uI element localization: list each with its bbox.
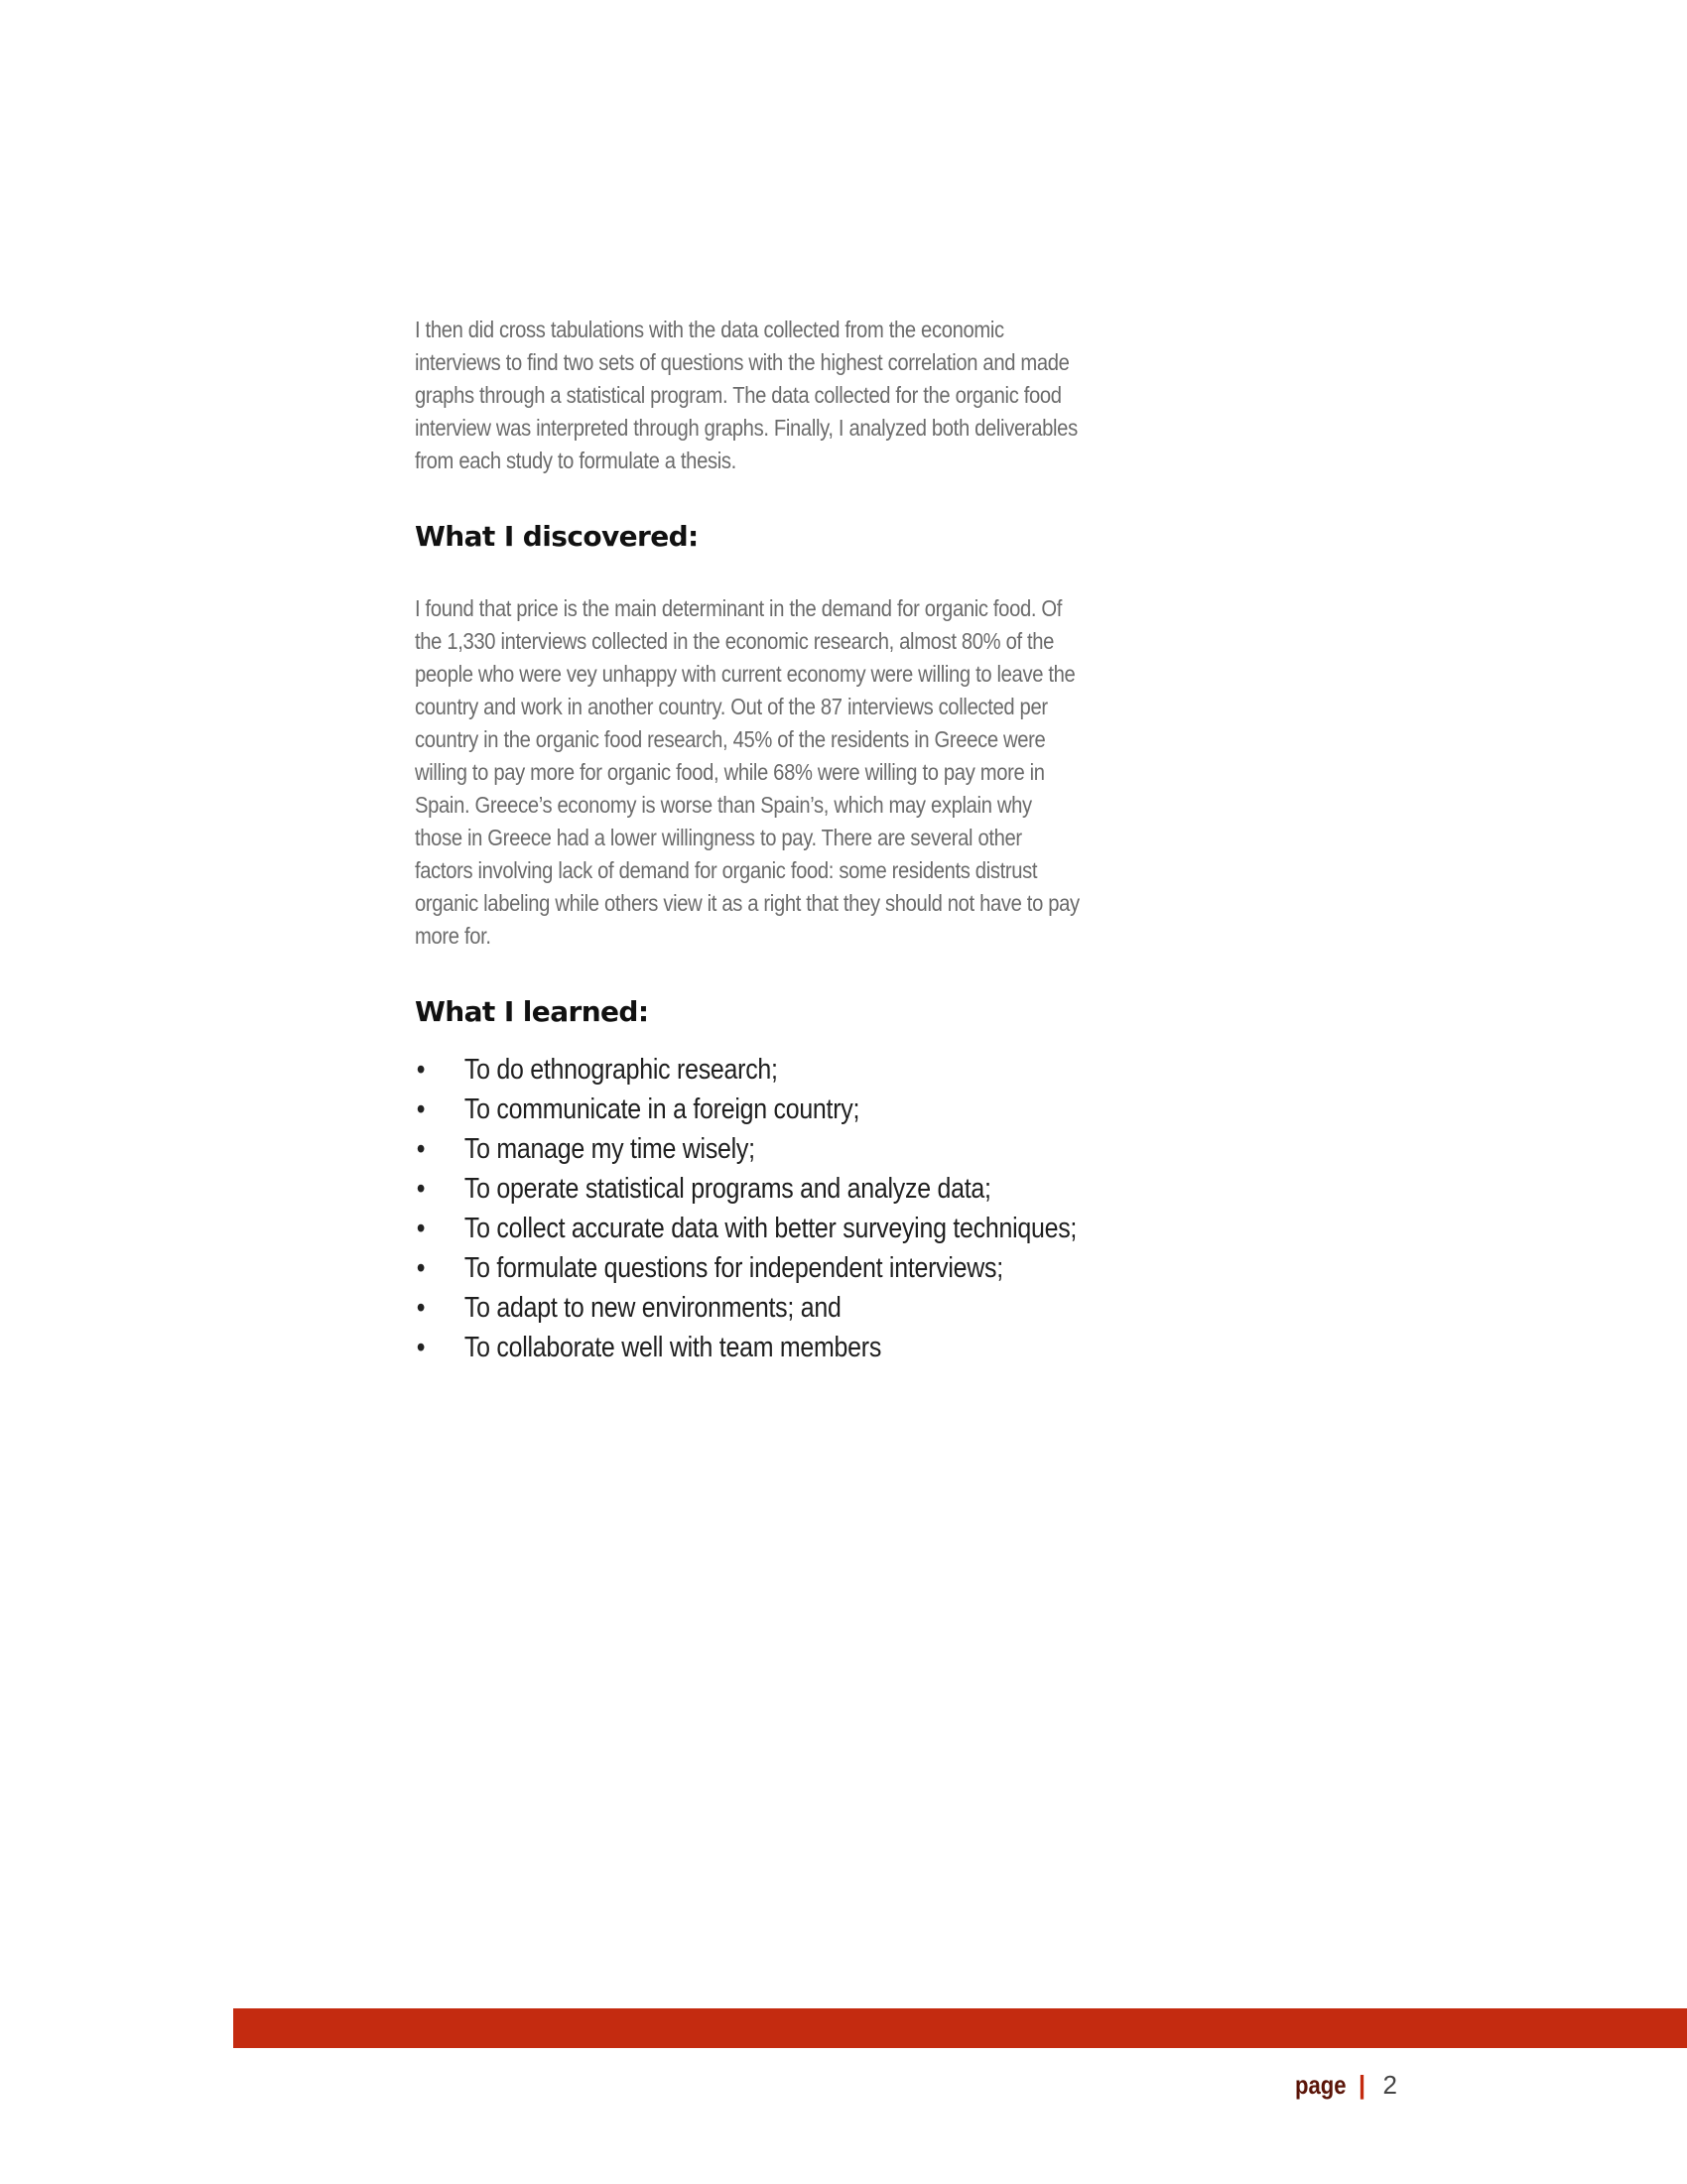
heading-what-i-discovered: What I discovered:	[415, 520, 699, 553]
list-item: • To communicate in a foreign country;	[415, 1090, 1114, 1129]
heading-what-i-learned: What I learned:	[415, 995, 649, 1028]
page-number-value: 2	[1382, 2070, 1397, 2100]
page-number	[1295, 2068, 1397, 2102]
footer-accent-bar	[233, 2008, 1687, 2048]
discoveries-paragraph: I found that price is the main determinant in the demand for organic food. Of the 1,330 interviews collected in the economic research, almost 80% of the people who were vey unhappy with current economy were willing to leave the country and work in another country. Out of the 87 interviews collected per country in the organic food research, 45% of the residents in Greece were willing to pay more for organic food, while 68% were willing to pay more in Spain. Greece’s economy is worse than Spain’s, which may explain why those in Greece had a lower willingness to pay. There are several other factors involving lack of demand for organic food: some residents distrust organic labeling while others view it as a right that they should not have to pay more for.	[415, 595, 1080, 949]
methodology-paragraph: I then did cross tabulations with the data collected from the economic interviews to find two sets of questions with the highest correlation and made graphs through a statistical program. The data collected for the organic food interview was interpreted through graphs. Finally, I analyzed both deliverables from each study to formulate a thesis.	[415, 317, 1078, 473]
list-item: • To formulate questions for independent interviews;	[415, 1248, 1114, 1288]
list-item: • To do ethnographic research;	[415, 1050, 1114, 1090]
page-content	[415, 314, 1129, 1367]
page-label: page	[1295, 2070, 1347, 2100]
list-item: • To operate statistical programs and analyze data;	[415, 1169, 1114, 1209]
list-item: • To collect accurate data with better surveying techniques;	[415, 1209, 1114, 1248]
page-separator: |	[1358, 2070, 1366, 2100]
learned-list	[415, 1050, 1114, 1367]
list-item: • To collaborate well with team members	[415, 1328, 1114, 1367]
list-item: • To manage my time wisely;	[415, 1129, 1114, 1169]
list-item: • To adapt to new environments; and	[415, 1288, 1114, 1328]
